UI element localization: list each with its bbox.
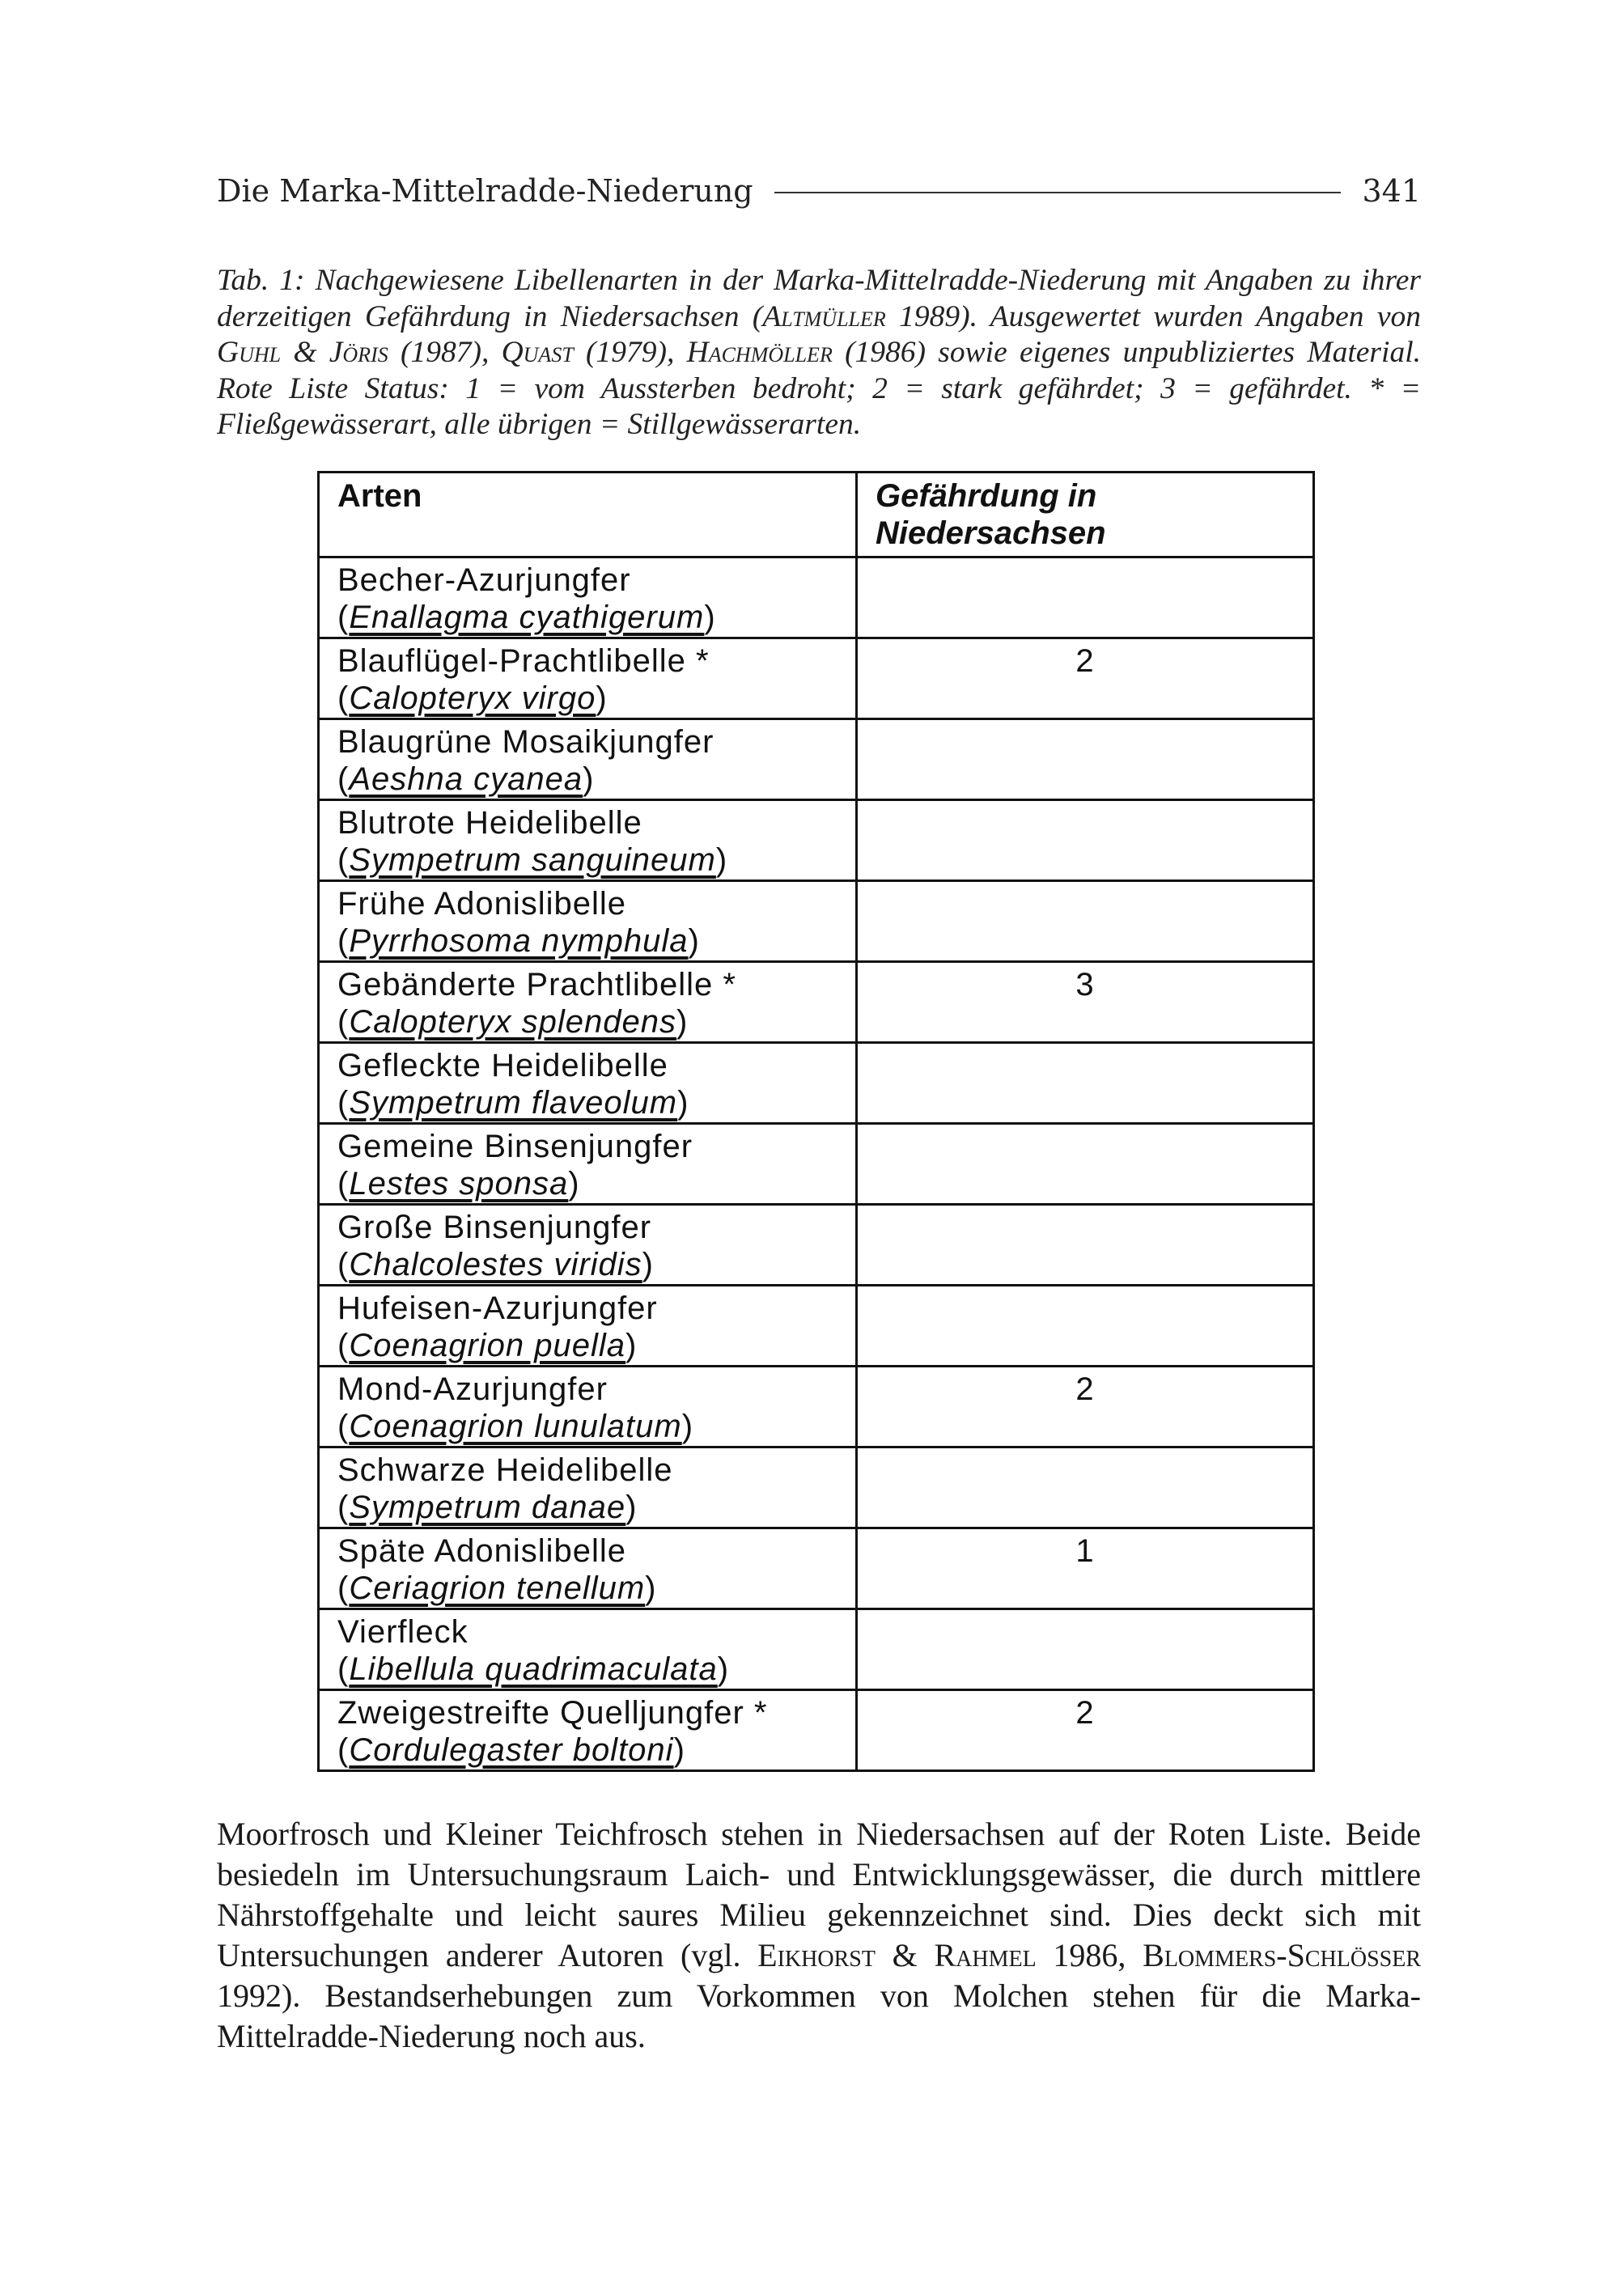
species-common-name: Blutrote Heidelibelle (337, 805, 642, 841)
caption-text: & (281, 336, 329, 369)
caption-text: 1989). Ausgewertet wurden Angaben von (885, 299, 1421, 333)
species-common-name: Mond-Azurjungfer (337, 1371, 608, 1407)
body-author: Blommers-Schlösser (1143, 1937, 1421, 1973)
table-header-row (319, 473, 1314, 557)
table-row (319, 557, 1314, 638)
threat-status-cell: 2 (857, 1690, 1314, 1771)
species-common-name: Zweigestreifte Quelljungfer * (337, 1695, 768, 1731)
species-scientific-name: (Aeshna cyanea) (337, 761, 595, 797)
table-row (319, 800, 1314, 881)
threat-status-cell (857, 800, 1314, 881)
species-scientific-name: (Sympetrum danae) (337, 1490, 638, 1525)
species-cell (319, 719, 857, 800)
threat-status-cell (857, 1205, 1314, 1286)
species-scientific-name: (Enallagma cyathigerum) (337, 600, 716, 635)
table-row (319, 962, 1314, 1043)
species-common-name: Gebänderte Prachtlibelle * (337, 967, 736, 1002)
threat-status-cell (857, 1043, 1314, 1124)
species-cell (319, 1205, 857, 1286)
species-scientific-name: (Coenagrion lunulatum) (337, 1409, 694, 1444)
species-scientific-name: (Coenagrion puella) (337, 1328, 638, 1363)
threat-status-cell (857, 881, 1314, 962)
species-table-body (319, 557, 1314, 1771)
threat-status-cell (857, 557, 1314, 638)
species-cell (319, 557, 857, 638)
species-scientific-name: (Calopteryx splendens) (337, 1004, 689, 1040)
species-scientific-name: (Cordulegaster boltoni) (337, 1732, 685, 1768)
table-row (319, 881, 1314, 962)
caption-author: Altmüller (762, 299, 886, 333)
running-header-title: Die Marka-Mittelradde-Niederung (217, 173, 753, 209)
species-scientific-name: (Libellula quadrimaculata) (337, 1651, 730, 1687)
threat-status-cell (857, 1609, 1314, 1690)
page-number: 341 (1362, 173, 1421, 209)
body-text: 1992). Bestandserhebungen zum Vorkommen von Molchen stehen für die Marka-Mittelradde-Niederung noch aus. (217, 1977, 1421, 2054)
table-row (319, 638, 1314, 719)
column-header-status: Gefährdung in Niedersachsen (857, 473, 1314, 557)
caption-author: Quast (501, 336, 574, 369)
caption-author: Guhl (217, 336, 282, 369)
table-row (319, 1124, 1314, 1205)
species-scientific-name: (Chalcolestes viridis) (337, 1247, 654, 1282)
table-row (319, 1043, 1314, 1124)
species-common-name: Hufeisen-Azurjungfer (337, 1291, 658, 1326)
threat-status-cell: 2 (857, 1367, 1314, 1447)
table-row (319, 1690, 1314, 1771)
caption-author: Hachmöller (686, 336, 833, 369)
threat-status-cell: 1 (857, 1528, 1314, 1609)
table-row (319, 1528, 1314, 1609)
species-cell (319, 1609, 857, 1690)
species-common-name: Späte Adonislibelle (337, 1533, 627, 1569)
header-rule (774, 192, 1342, 193)
species-common-name: Gefleckte Heidelibelle (337, 1048, 668, 1083)
species-cell (319, 1124, 857, 1205)
species-scientific-name: (Sympetrum flaveolum) (337, 1085, 689, 1121)
caption-author: Jöris (329, 336, 388, 369)
table-caption (217, 263, 1421, 443)
species-cell (319, 1690, 857, 1771)
species-common-name: Gemeine Binsenjungfer (337, 1129, 693, 1164)
column-header-species: Arten (319, 473, 857, 557)
species-common-name: Vierfleck (337, 1614, 469, 1650)
species-cell (319, 638, 857, 719)
species-cell (319, 881, 857, 962)
species-scientific-name: (Lestes sponsa) (337, 1166, 580, 1202)
body-text: 1986, (1036, 1937, 1143, 1973)
species-common-name: Becher-Azurjungfer (337, 562, 631, 598)
species-common-name: Schwarze Heidelibelle (337, 1452, 673, 1488)
caption-text: (1986) sowie eigenes unpubliziertes Material. Rote Liste Status: 1 = vom Aussterben bedroht; 2 = stark gefährdet; 3 = gefährdet. * = Fließgewässerart, alle übrigen = Stillgewässerarten. (217, 336, 1421, 441)
threat-status-cell (857, 1124, 1314, 1205)
table-row (319, 1367, 1314, 1447)
species-cell (319, 1367, 857, 1447)
caption-text: (1987), (388, 336, 502, 369)
body-text: Moorfrosch und Kleiner Teichfrosch stehen in Niedersachsen auf der Roten Liste. Beide besiedeln im Untersuchungsraum Laich- und Entwicklungsgewässer, die durch mittlere Nährstoffgehalte und leicht saures Milieu gekennzeichnet sind. Dies deckt sich mit Untersuchungen anderer Autoren (vgl. (217, 1816, 1421, 1973)
threat-status-cell (857, 1447, 1314, 1528)
species-common-name: Frühe Adonislibelle (337, 886, 626, 922)
threat-status-cell (857, 719, 1314, 800)
caption-text: Tab. 1: Nachgewiesene Libellenarten in der Marka-Mittelradde-Niederung mit Angaben zu ihrer derzeitigen Gefährdung in Niedersachsen ( (217, 264, 1421, 333)
species-cell (319, 1447, 857, 1528)
species-table (317, 471, 1315, 1772)
species-common-name: Blaugrüne Mosaikjungfer (337, 724, 714, 760)
table-row (319, 1286, 1314, 1367)
body-author: Eikhorst (757, 1937, 876, 1973)
threat-status-cell (857, 1286, 1314, 1367)
caption-text: (1979), (573, 336, 687, 369)
species-common-name: Große Binsenjungfer (337, 1210, 652, 1245)
threat-status-cell: 3 (857, 962, 1314, 1043)
body-paragraph (217, 1814, 1421, 2057)
species-cell (319, 1528, 857, 1609)
species-cell (319, 1286, 857, 1367)
species-scientific-name: (Sympetrum sanguineum) (337, 842, 728, 878)
table-row (319, 1205, 1314, 1286)
threat-status-cell: 2 (857, 638, 1314, 719)
species-cell (319, 1043, 857, 1124)
body-author: Rahmel (934, 1937, 1037, 1973)
table-row (319, 1447, 1314, 1528)
species-cell (319, 800, 857, 881)
body-text: & (875, 1937, 935, 1973)
species-scientific-name: (Calopteryx virgo) (337, 680, 608, 716)
species-common-name: Blauflügel-Prachtlibelle * (337, 643, 710, 679)
table-row (319, 719, 1314, 800)
species-scientific-name: (Ceriagrion tenellum) (337, 1570, 657, 1606)
species-scientific-name: (Pyrrhosoma nymphula) (337, 923, 700, 959)
species-cell (319, 962, 857, 1043)
running-header (217, 170, 1421, 212)
table-row (319, 1609, 1314, 1690)
